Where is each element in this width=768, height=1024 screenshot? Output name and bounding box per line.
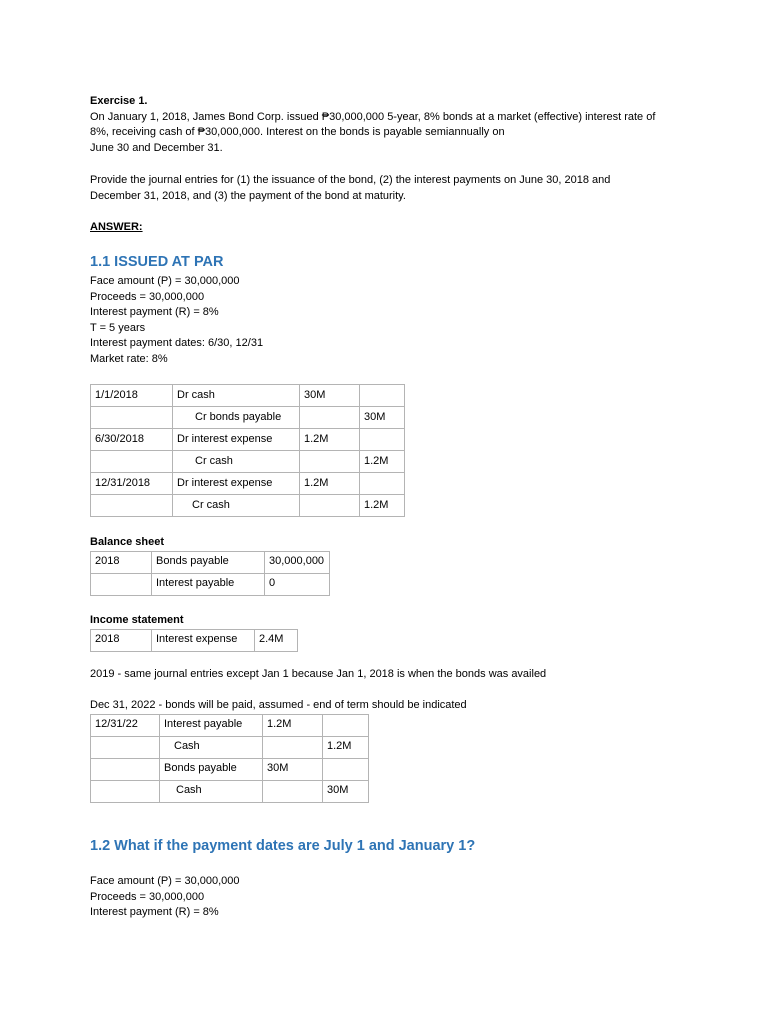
table-row bbox=[91, 629, 298, 651]
problem-line: 8%, receiving cash of ₱30,000,000. Interest on the bonds is payable semiannually on bbox=[90, 126, 505, 138]
exercise-block bbox=[90, 94, 655, 156]
table-cell: 12/31/22 bbox=[91, 714, 160, 736]
income-statement-title: Income statement bbox=[90, 614, 184, 626]
table-cell: Dr interest expense bbox=[173, 473, 300, 495]
problem-line: On January 1, 2018, James Bond Corp. issued ₱30,000,000 5-year, 8% bonds at a market (effective) interest rate of bbox=[90, 110, 656, 123]
table-cell: 1.2M bbox=[300, 473, 360, 495]
table-cell: 30M bbox=[360, 407, 405, 429]
instruction-line: December 31, 2018, and (3) the payment of the bond at maturity. bbox=[90, 189, 406, 202]
table-cell bbox=[91, 451, 173, 473]
table-cell bbox=[300, 495, 360, 517]
table-row bbox=[91, 385, 405, 407]
maturity-block bbox=[90, 698, 467, 803]
table-cell: Cr bonds payable bbox=[173, 407, 300, 429]
table-cell: Bonds payable bbox=[152, 551, 265, 573]
note-2019: 2019 - same journal entries except Jan 1 because Jan 1, 2018 is when the bonds was availed bbox=[90, 668, 547, 680]
section1-heading-block bbox=[90, 253, 223, 271]
table-row bbox=[91, 780, 369, 802]
income-statement-table bbox=[90, 629, 298, 652]
table-cell: 2018 bbox=[91, 629, 152, 651]
table-cell: Interest payable bbox=[152, 573, 265, 595]
table-cell: 30,000,000 bbox=[265, 551, 330, 573]
table-cell: 1.2M bbox=[360, 495, 405, 517]
balance-sheet-title: Balance sheet bbox=[90, 536, 164, 548]
table-cell: Bonds payable bbox=[160, 758, 263, 780]
table-cell: 30M bbox=[300, 385, 360, 407]
balance-sheet-table bbox=[90, 551, 330, 596]
table-cell: 2018 bbox=[91, 551, 152, 573]
table-cell: Cr cash bbox=[173, 451, 300, 473]
table-row bbox=[91, 758, 369, 780]
section2-heading-block bbox=[90, 837, 475, 855]
table-row bbox=[91, 573, 330, 595]
answer-label-block bbox=[90, 220, 143, 236]
exercise-title: Exercise 1. bbox=[90, 95, 148, 107]
table-row bbox=[91, 429, 405, 451]
table-cell: Cash bbox=[160, 780, 263, 802]
table-cell: 1.2M bbox=[300, 429, 360, 451]
table-cell bbox=[91, 736, 160, 758]
balance-sheet-block bbox=[90, 535, 330, 596]
table-cell: 30M bbox=[323, 780, 369, 802]
table-cell: Cash bbox=[160, 736, 263, 758]
given-line: Interest payment (R) = 8% bbox=[90, 906, 219, 918]
table-cell: 2.4M bbox=[255, 629, 298, 651]
section1-givens bbox=[90, 274, 263, 367]
table-cell: Interest payable bbox=[160, 714, 263, 736]
given-line: Market rate: 8% bbox=[90, 352, 168, 365]
maturity-journal-table bbox=[90, 714, 369, 803]
table-cell: Interest expense bbox=[152, 629, 255, 651]
table-row bbox=[91, 473, 405, 495]
table-cell: Cr cash bbox=[173, 495, 300, 517]
table-cell: 6/30/2018 bbox=[91, 429, 173, 451]
table-cell: Dr cash bbox=[173, 385, 300, 407]
given-line: Interest payment dates: 6/30, 12/31 bbox=[90, 337, 264, 349]
section2-heading: 1.2 What if the payment dates are July 1 and January 1? bbox=[90, 838, 476, 854]
table-cell bbox=[91, 758, 160, 780]
table-cell bbox=[323, 714, 369, 736]
table-cell bbox=[323, 758, 369, 780]
table-cell bbox=[263, 780, 323, 802]
table-cell bbox=[300, 407, 360, 429]
table-cell: 30M bbox=[263, 758, 323, 780]
journal-table bbox=[90, 384, 405, 517]
table-cell: 1.2M bbox=[360, 451, 405, 473]
table-cell bbox=[360, 385, 405, 407]
table-cell bbox=[360, 429, 405, 451]
table-cell bbox=[91, 495, 173, 517]
table-row bbox=[91, 495, 405, 517]
given-line: Interest payment (R) = 8% bbox=[90, 306, 219, 318]
given-line: Proceeds = 30,000,000 bbox=[90, 890, 205, 903]
table-cell bbox=[91, 780, 160, 802]
given-line: Proceeds = 30,000,000 bbox=[90, 290, 205, 303]
section1-heading: 1.1 ISSUED AT PAR bbox=[90, 254, 224, 270]
journal-table-wrap bbox=[90, 384, 405, 517]
table-cell: 0 bbox=[265, 573, 330, 595]
table-cell bbox=[91, 407, 173, 429]
table-cell: 1.2M bbox=[263, 714, 323, 736]
answer-label: ANSWER: bbox=[90, 221, 143, 233]
given-line: Face amount (P) = 30,000,000 bbox=[90, 275, 240, 287]
table-row bbox=[91, 714, 369, 736]
table-cell: 1.2M bbox=[323, 736, 369, 758]
table-cell bbox=[91, 573, 152, 595]
given-line: Face amount (P) = 30,000,000 bbox=[90, 875, 240, 887]
note-maturity: Dec 31, 2022 - bonds will be paid, assumed - end of term should be indicated bbox=[90, 699, 467, 711]
income-statement-block bbox=[90, 613, 298, 652]
table-cell: 1/1/2018 bbox=[91, 385, 173, 407]
table-cell bbox=[360, 473, 405, 495]
table-cell bbox=[263, 736, 323, 758]
instructions-block bbox=[90, 173, 610, 204]
table-cell bbox=[300, 451, 360, 473]
table-cell: Dr interest expense bbox=[173, 429, 300, 451]
problem-line: June 30 and December 31. bbox=[90, 141, 223, 154]
table-row bbox=[91, 407, 405, 429]
table-cell: 12/31/2018 bbox=[91, 473, 173, 495]
table-row bbox=[91, 551, 330, 573]
given-line: T = 5 years bbox=[90, 321, 146, 334]
section2-givens bbox=[90, 874, 240, 921]
note-2019-block bbox=[90, 667, 546, 683]
instruction-line: Provide the journal entries for (1) the issuance of the bond, (2) the interest payments on June 30, 2018 and bbox=[90, 174, 611, 186]
table-row bbox=[91, 451, 405, 473]
table-row bbox=[91, 736, 369, 758]
